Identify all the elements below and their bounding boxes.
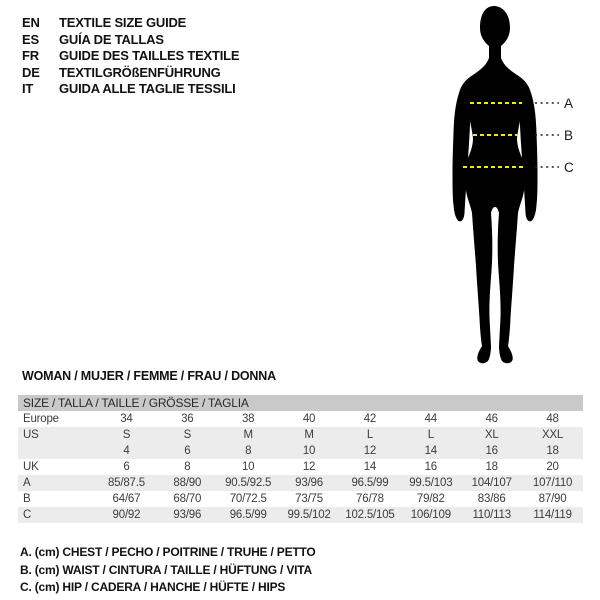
cell: 6 (184, 445, 191, 457)
cell: 36 (181, 413, 194, 425)
row-label (18, 443, 96, 459)
cell: 106/109 (410, 509, 451, 521)
row-label: B (23, 493, 31, 505)
cell: 87/90 (538, 493, 567, 505)
cell: 114/119 (533, 509, 572, 521)
waist-label: B (564, 128, 574, 143)
row-label: Europe (23, 413, 59, 425)
cell: 8 (245, 445, 252, 457)
table-row-hip (18, 507, 583, 523)
cell: 70/72.5 (229, 493, 267, 505)
language-row (22, 81, 239, 98)
table-header: SIZE / TALLA / TAILLE / GRÖSSE / TAGLIA (18, 395, 583, 411)
cell: 99.5/103 (409, 477, 453, 489)
size-table (18, 395, 583, 523)
cell: 99.5/102 (287, 509, 331, 521)
section-title: WOMAN / MUJER / FEMME / FRAU / DONNA (22, 369, 276, 383)
cell: M (304, 429, 314, 441)
cell: 73/75 (295, 493, 323, 505)
cell: 96.5/99 (351, 477, 389, 489)
language-code: ES (22, 31, 39, 47)
cell: 10 (302, 445, 316, 457)
cell: 76/78 (356, 493, 384, 505)
cell: 12 (363, 445, 377, 457)
cell: 20 (546, 461, 559, 473)
cell: L (366, 429, 374, 441)
cell: 85/87.5 (107, 477, 145, 489)
row-label: A (23, 477, 31, 489)
language-code: IT (22, 81, 34, 97)
table-row-us-letters (18, 427, 583, 443)
cell: 46 (485, 413, 498, 425)
language-row (22, 32, 239, 49)
cell: M (243, 429, 253, 441)
cell: 14 (363, 461, 377, 473)
cell: 14 (424, 445, 438, 457)
language-title: GUIDE DES TAILLES TEXTILE (59, 48, 240, 64)
cell: 40 (302, 413, 316, 425)
table-header-row (18, 395, 583, 411)
cell: 16 (424, 461, 438, 473)
cell: 10 (241, 461, 255, 473)
cell: XL (484, 429, 499, 441)
language-list (22, 15, 239, 98)
cell: XXL (541, 429, 564, 441)
table-row-uk (18, 459, 583, 475)
chest-label: A (564, 96, 574, 111)
language-row (22, 65, 239, 82)
cell: 90.5/92.5 (225, 477, 272, 489)
cell: 8 (184, 461, 191, 473)
row-label: C (23, 509, 32, 521)
row-label: US (23, 429, 39, 441)
cell: 64/67 (112, 493, 141, 505)
cell: 48 (546, 413, 559, 425)
cell: 93/96 (173, 509, 202, 521)
cell: 68/70 (173, 493, 202, 505)
cell: 18 (546, 445, 559, 457)
table-row-chest (18, 475, 583, 491)
language-row (22, 15, 239, 32)
language-code: FR (22, 48, 39, 64)
row-label: UK (23, 461, 39, 473)
cell: 38 (241, 413, 255, 425)
legend-line-waist: B. (cm) WAIST / CINTURA / TAILLE / HÜFTUNG / VITA (20, 562, 312, 577)
table-row-waist (18, 491, 583, 507)
cell: 96.5/99 (229, 509, 267, 521)
language-title: GUÍA DE TALLAS (59, 31, 164, 47)
cell: 4 (123, 445, 130, 457)
legend-line-chest: A. (cm) CHEST / PECHO / POITRINE / TRUHE / PETTO (20, 545, 316, 559)
language-row (22, 48, 239, 65)
cell: 110/113 (472, 509, 511, 521)
cell: 34 (120, 413, 133, 425)
language-title: GUIDA ALLE TAGLIE TESSILI (59, 81, 236, 97)
cell: 104/107 (471, 477, 512, 489)
cell: 102.5/105 (345, 509, 395, 521)
cell: 16 (485, 445, 498, 457)
language-code: EN (22, 15, 40, 30)
language-title: TEXTILE SIZE GUIDE (59, 15, 187, 30)
cell: 44 (424, 413, 438, 425)
language-code: DE (22, 64, 40, 80)
cell: 42 (363, 413, 377, 425)
woman-silhouette (464, 6, 525, 363)
cell: L (427, 429, 434, 441)
cell: 79/82 (416, 493, 445, 505)
cell: 93/96 (295, 477, 323, 489)
hip-label: C (564, 160, 574, 175)
cell: 83/86 (477, 493, 506, 505)
language-title: TEXTILGRÖßENFÜHRUNG (59, 64, 221, 80)
cell: S (183, 429, 192, 441)
measurement-legend (20, 544, 316, 597)
legend-line-hip: C. (cm) HIP / CADERA / HANCHE / HÜFTE / HIPS (20, 580, 286, 595)
table-row-europe (18, 411, 583, 427)
table-row-us-numbers (18, 443, 583, 459)
cell: 6 (123, 461, 130, 473)
cell: 107/110 (532, 477, 573, 489)
cell: S (122, 429, 131, 441)
cell: 88/90 (173, 477, 202, 489)
measurement-figure (440, 0, 585, 375)
cell: 18 (485, 461, 498, 473)
cell: 12 (302, 461, 316, 473)
cell: 90/92 (112, 509, 141, 521)
